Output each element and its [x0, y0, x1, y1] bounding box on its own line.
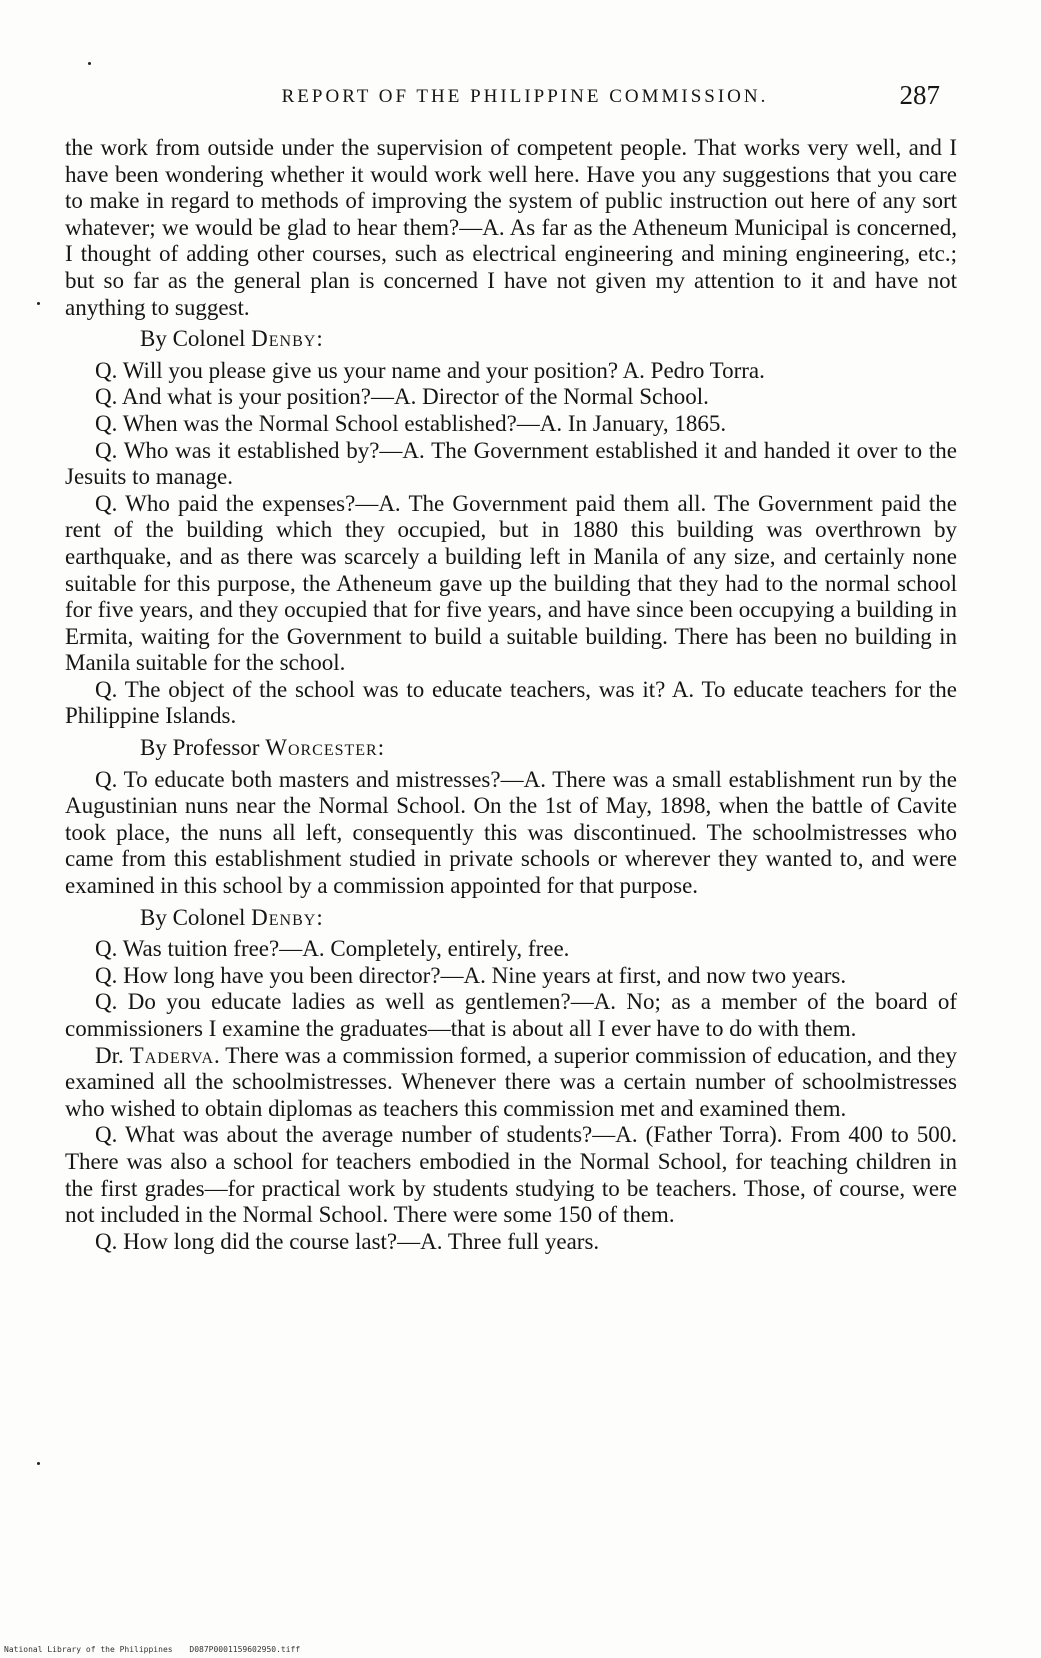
footer-file: D087P0001159602950.tiff: [189, 1645, 301, 1654]
statement-speaker: Taderva: [129, 1042, 215, 1068]
qa-paragraph: Q. Do you educate ladies as well as gentlemen?—A. No; as a member of the board of commissioners I examine the graduates—that is about all I ever have to do with them.: [65, 989, 957, 1041]
speaker-name: Worcester: [265, 735, 378, 761]
speaker-suffix: :: [377, 735, 385, 761]
qa-paragraph: Q. What was about the average number of students?—A. (Father Torra). From 400 to 500. There was also a school for teachers embodied in the Normal School, for teaching children in the first grades—for practical work by students studying to be teachers. Those, of course, were not included in the Normal School. There were some 150 of them.: [65, 1122, 957, 1228]
statement-paragraph: [65, 1043, 957, 1123]
qa-paragraph: Q. Who was it established by?—A. The Government established it and handed it over to the Jesuits to manage.: [65, 437, 957, 490]
statement-text: . There was a commission formed, a superior commission of education, and they examined all the schoolmistresses. Whenever there was a certain number of schoolmistresses who wished to obtain diplomas as teachers this commission met and examined them.: [65, 1042, 957, 1121]
qa-paragraph: Q. When was the Normal School established?—A. In January, 1865.: [95, 410, 727, 436]
qa-paragraph: Q. Will you please give us your name and your position? A. Pedro Torra.: [95, 357, 765, 383]
running-header: [70, 80, 950, 116]
qa-paragraph: Q. The object of the school was to educate teachers, was it? A. To educate teachers for the Philippine Islands.: [65, 676, 957, 729]
paragraph-continuation: the work from outside under the supervision of competent people. That works very well, and I have been wondering whether it would work well here. Have you any suggestions that you care to make in regard to methods of improving the system of public instruction out here of any sort whatever; we would be glad to hear them?—A. As far as the Atheneum Municipal is concerned, I thought of adding other courses, such as electrical engineering and mining engineering, etc.; but so far as the general plan is concerned I have not given my attention to it and have not anything to suggest.: [65, 135, 957, 320]
qa-paragraph: Q. Was tuition free?—A. Completely, entirely, free.: [95, 936, 570, 962]
body-text: [65, 135, 957, 1255]
speaker-heading: [65, 326, 957, 353]
scan-speck: [37, 302, 40, 305]
scan-speck: [88, 62, 91, 65]
speaker-heading: [65, 735, 957, 762]
speaker-prefix: By Colonel: [140, 904, 252, 930]
statement-prefix: Dr.: [95, 1042, 130, 1068]
speaker-prefix: By Professor: [140, 735, 266, 761]
speaker-name: Denby: [251, 904, 317, 930]
scan-speck: [37, 1462, 40, 1465]
footer-library: National Library of the Philippines: [4, 1645, 173, 1654]
speaker-name: Denby: [251, 326, 317, 352]
qa-paragraph: Q. Who paid the expenses?—A. The Government paid them all. The Government paid the rent of the building which they occupied, but in 1880 this building was overthrown by earthquake, and as there was scarcely a building left in Manila of any size, and certainly none suitable for this purpose, the Atheneum gave up the building that they had to the normal school for five years, and they occupied that for five years, and have since been occupying a building in Ermita, waiting for the Government to build a suitable building. There has been no building in Manila suitable for the school.: [65, 490, 957, 676]
qa-paragraph: Q. To educate both masters and mistresses?—A. There was a small establishment run by the Augustinian nuns near the Normal School. On the 1st of May, 1898, when the battle of Cavite took place, the nuns all left, consequently this was discontinued. The schoolmistresses who came from this establishment studied in private schools or wherever they wanted to, and were examined in this school by a commission appointed for that purpose.: [65, 766, 957, 899]
speaker-prefix: By Colonel: [140, 326, 252, 352]
page-number: 287: [899, 80, 940, 110]
speaker-heading: [65, 905, 957, 932]
qa-paragraph: Q. And what is your position?—A. Director of the Normal School.: [95, 384, 709, 410]
header-title: REPORT OF THE PHILIPPINE COMMISSION.: [281, 86, 769, 107]
speaker-suffix: :: [316, 326, 323, 352]
speaker-suffix: :: [316, 904, 323, 930]
qa-paragraph: Q. How long have you been director?—A. Nine years at first, and now two years.: [95, 962, 847, 988]
qa-paragraph: Q. How long did the course last?—A. Three full years.: [95, 1228, 600, 1254]
scan-footer: [4, 1645, 312, 1654]
